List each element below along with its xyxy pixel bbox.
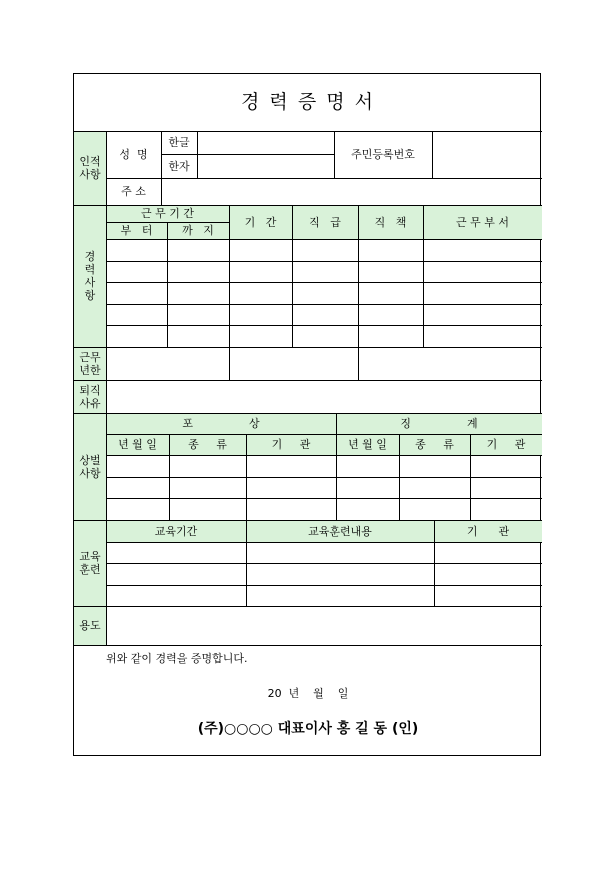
- discipline-org-header: 기 관: [486, 438, 526, 451]
- name-hanja-field[interactable]: [198, 155, 333, 177]
- usage-label: 용도: [79, 619, 101, 632]
- career-to-header: 까 지: [182, 224, 214, 237]
- rrn-field[interactable]: [433, 132, 541, 177]
- retire-label: 퇴직 사유: [79, 383, 101, 410]
- address-field[interactable]: [162, 179, 541, 204]
- certificate-form: [73, 73, 541, 756]
- career-section-label: 경 력 사 항: [84, 250, 96, 302]
- discipline-header: 징 계: [400, 417, 478, 430]
- award-header: 포 상: [182, 417, 260, 430]
- career-from-header: 부 터: [120, 224, 153, 237]
- personal-section-label: 인적 사항: [79, 155, 101, 181]
- name-hangul-field[interactable]: [198, 132, 333, 153]
- issuer-signature-line: (주)○○○○ 대표이사 홍 길 동 (인): [197, 720, 419, 737]
- date-line: 20 년 월 일: [267, 686, 349, 700]
- training-org-header: 기 관: [466, 524, 510, 538]
- document-title: 경 력 증 명 서: [241, 91, 375, 113]
- address-label: 주 소: [121, 185, 146, 198]
- discipline-type-header: 종 류: [415, 438, 454, 451]
- hanja-label: 한자: [168, 159, 190, 173]
- discipline-date-header: 년 월 일: [348, 438, 387, 451]
- hangul-label: 한글: [168, 136, 190, 149]
- award-date-header: 년 월 일: [118, 438, 157, 451]
- rrn-label: 주민등록번호: [351, 148, 415, 161]
- tenure-field[interactable]: [107, 348, 228, 379]
- award-type-header: 종 류: [188, 438, 227, 451]
- career-dept-header: 근 무 부 서: [456, 215, 509, 229]
- training-section-label: 교육 훈련: [79, 550, 101, 576]
- training-period-header: 교육기간: [154, 524, 198, 538]
- training-content-header: 교육훈련내용: [308, 524, 372, 538]
- career-period-header: 근 무 기 간: [141, 207, 194, 220]
- statement-text: 위와 같이 경력을 증명합니다.: [106, 651, 248, 665]
- award-org-header: 기 관: [271, 438, 311, 451]
- rewards-section-label: 상벌 사항: [79, 453, 101, 480]
- tenure-label: 근무 년한: [79, 350, 101, 377]
- career-grade-header: 직 급: [309, 215, 341, 229]
- retire-reason-field[interactable]: [107, 381, 541, 412]
- career-duty-header: 직 책: [374, 215, 407, 229]
- name-label: 성 명: [119, 148, 148, 161]
- career-duration-header: 기 간: [244, 215, 277, 229]
- usage-field[interactable]: [107, 607, 541, 644]
